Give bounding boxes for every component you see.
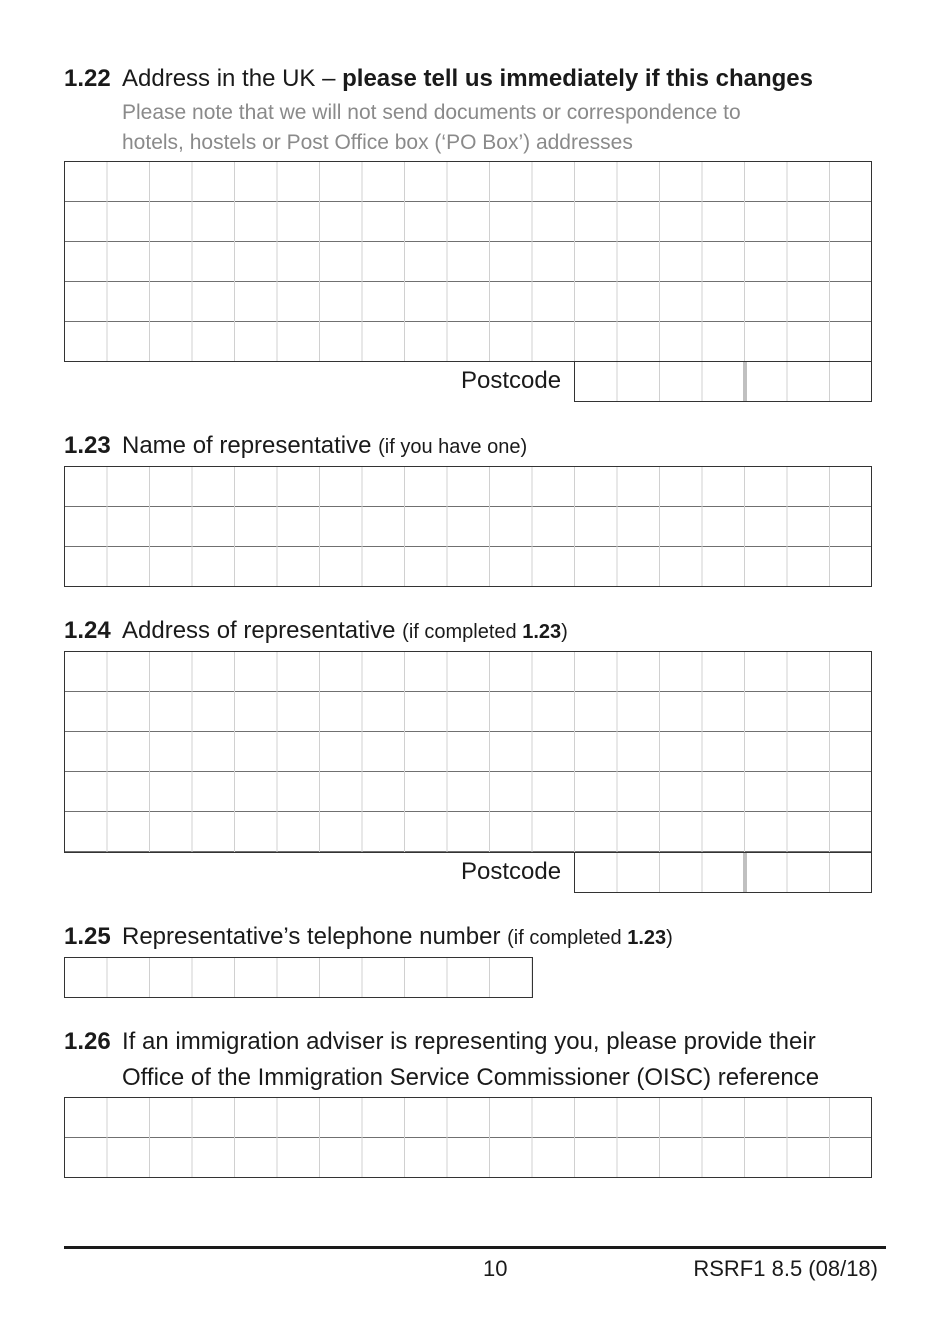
representative-telephone-field[interactable] xyxy=(64,957,533,998)
form-reference: RSRF1 8.5 (08/18) xyxy=(693,1256,878,1281)
oisc-reference-field[interactable] xyxy=(64,1097,872,1178)
question-label-text: Name of representative xyxy=(122,432,379,459)
question-note: (if you have one) xyxy=(378,436,528,458)
question-number: 1.25 xyxy=(64,923,111,950)
footer-divider xyxy=(64,1246,886,1249)
question-label-text: Representative’s telephone number xyxy=(122,923,508,950)
representative-address-field[interactable] xyxy=(64,651,872,853)
question-label xyxy=(122,429,527,464)
postcode-separator xyxy=(743,853,747,892)
page-number: 10 xyxy=(483,1256,508,1281)
address-hint-line-1: Please note that we will not send documents or correspondence to xyxy=(122,101,741,124)
uk-postcode-field[interactable] xyxy=(574,361,872,402)
postcode-label: Postcode xyxy=(461,367,562,394)
question-note-suffix: ) xyxy=(666,927,673,949)
question-number: 1.24 xyxy=(64,617,111,644)
question-label-text: Address in the UK – xyxy=(122,65,343,92)
question-label-text: Address of representative xyxy=(122,617,403,644)
question-label-emphasis: please tell us immediately if this changes xyxy=(342,65,813,92)
postcode-label: Postcode xyxy=(461,858,562,885)
postcode-separator xyxy=(743,362,747,401)
uk-address-field[interactable] xyxy=(64,161,872,362)
question-label-line-1: If an immigration adviser is representing you, please provide their xyxy=(122,1028,816,1055)
question-label xyxy=(122,62,813,96)
representative-name-field[interactable] xyxy=(64,466,872,587)
question-note xyxy=(507,927,673,949)
question-note-reference: 1.23 xyxy=(627,927,667,949)
question-label xyxy=(122,920,673,955)
representative-postcode-field[interactable] xyxy=(574,852,872,893)
question-note-suffix: ) xyxy=(561,621,568,643)
question-label-line-2: Office of the Immigration Service Commissioner (OISC) reference xyxy=(122,1064,820,1091)
question-number: 1.22 xyxy=(64,65,111,92)
question-number: 1.23 xyxy=(64,432,111,459)
question-note-reference: 1.23 xyxy=(522,621,562,643)
question-note-prefix: (if completed xyxy=(507,927,628,949)
address-hint-line-2: hotels, hostels or Post Office box (‘PO Box’) addresses xyxy=(122,131,633,154)
question-number: 1.26 xyxy=(64,1028,111,1055)
question-label xyxy=(122,614,568,649)
question-note-prefix: (if completed xyxy=(402,621,523,643)
question-note xyxy=(402,621,568,643)
